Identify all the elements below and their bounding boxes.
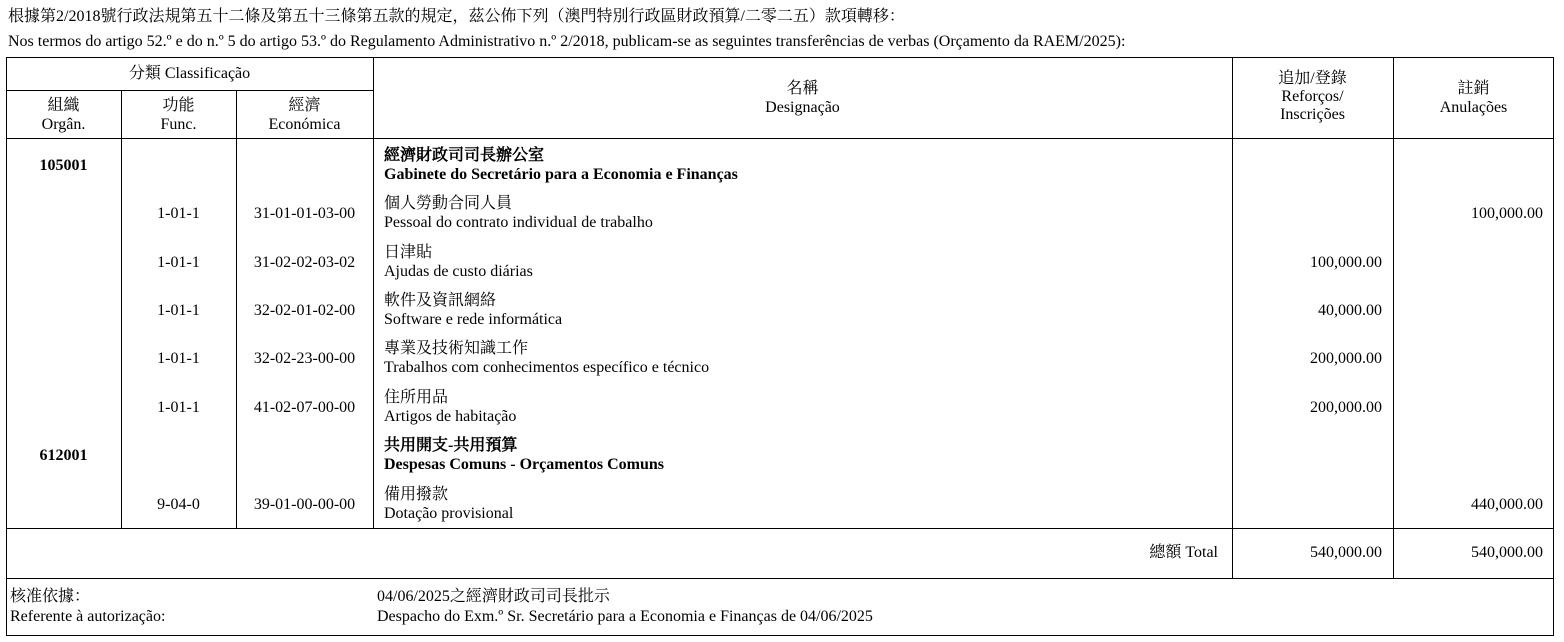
row-name-zh: 共用開支-共用預算 bbox=[384, 437, 518, 454]
header-reinforcements-zh: 追加/登錄 bbox=[1278, 70, 1347, 87]
row-reinforcement: 200,000.00 bbox=[1310, 350, 1382, 367]
header-func bbox=[121, 96, 236, 134]
row-econ-code: 32-02-01-02-00 bbox=[253, 302, 356, 319]
header-reinforcements-pt1: Reforços/ bbox=[1281, 88, 1344, 105]
total-label: 總額 Total bbox=[1149, 544, 1218, 561]
authorization-value-zh: 04/06/2025之經濟財政司司長批示 bbox=[377, 588, 610, 605]
header-organ-pt: Orgân. bbox=[41, 116, 86, 133]
row-name-pt: Artigos de habitação bbox=[384, 408, 517, 425]
row-func-code: 1-01-1 bbox=[157, 205, 200, 222]
row-name-pt: Ajudas de custo diárias bbox=[384, 263, 533, 280]
row-reinforcement: 40,000.00 bbox=[1318, 302, 1382, 319]
row-name-zh: 個人勞動合同人員 bbox=[384, 195, 513, 212]
row-name-pt: Trabalhos com conhecimentos específico e técnico bbox=[384, 359, 710, 376]
header-econ-zh: 經濟 bbox=[288, 97, 321, 114]
header-reinforcements-pt2: Inscrições bbox=[1280, 106, 1345, 123]
row-name-zh: 軟件及資訊網絡 bbox=[384, 292, 497, 309]
row-organ-code: 105001 bbox=[39, 157, 88, 174]
header-designation-pt: Designação bbox=[765, 99, 840, 116]
col-divider-econ bbox=[373, 57, 374, 529]
row-econ-code: 32-02-23-00-00 bbox=[253, 350, 356, 367]
header-designation bbox=[373, 79, 1232, 117]
row-cancellation: 100,000.00 bbox=[1471, 205, 1543, 222]
body-bottom-divider bbox=[6, 528, 1554, 529]
header-sub-divider bbox=[6, 90, 373, 91]
intro-chinese: 根據第2/2018號行政法規第五十二條及第五十三條第五款的規定，茲公佈下列（澳門特別行政區財政預算/二零二五）款項轉移： bbox=[8, 8, 905, 25]
intro-portuguese: Nos termos do artigo 52.º e do n.º 5 do artigo 53.º do Regulamento Administrativo n.º 2/2018, publicam-se as seguintes transferências de verbas (Orçamento da RAEM/2025): bbox=[8, 33, 1126, 50]
row-econ-code: 31-01-01-03-00 bbox=[253, 205, 356, 222]
header-econ bbox=[236, 96, 373, 134]
header-func-zh: 功能 bbox=[162, 97, 195, 114]
header-func-pt: Func. bbox=[160, 116, 197, 133]
row-func-code: 1-01-1 bbox=[157, 302, 200, 319]
row-name-pt: Software e rede informática bbox=[384, 311, 563, 328]
row-reinforcement: 100,000.00 bbox=[1310, 254, 1382, 271]
row-name-zh: 住所用品 bbox=[384, 389, 449, 406]
row-name-pt: Pessoal do contrato individual de trabalho bbox=[384, 214, 653, 231]
header-cancellations-pt: Anulações bbox=[1439, 99, 1508, 116]
total-cancellation: 540,000.00 bbox=[1471, 544, 1543, 561]
row-func-code: 1-01-1 bbox=[157, 399, 200, 416]
row-name-zh: 備用撥款 bbox=[384, 486, 449, 503]
row-func-code: 1-01-1 bbox=[157, 350, 200, 367]
row-name-pt: Despesas Comuns - Orçamentos Comuns bbox=[384, 456, 665, 473]
header-cancellations bbox=[1393, 79, 1554, 117]
header-reinforcements bbox=[1232, 70, 1393, 124]
row-name-zh: 日津貼 bbox=[384, 244, 433, 261]
row-econ-code: 39-01-00-00-00 bbox=[253, 496, 356, 513]
row-name-zh: 專業及技術知識工作 bbox=[384, 340, 529, 357]
row-organ-code: 612001 bbox=[39, 447, 88, 464]
row-name-zh: 經濟財政司司長辦公室 bbox=[384, 147, 545, 164]
header-designation-zh: 名稱 bbox=[786, 80, 819, 97]
row-func-code: 9-04-0 bbox=[157, 496, 200, 513]
authorization-value-pt: Despacho do Exm.º Sr. Secretário para a Economia e Finanças de 04/06/2025 bbox=[377, 608, 873, 625]
authorization-label-zh: 核准依據： bbox=[10, 588, 91, 605]
row-reinforcement: 200,000.00 bbox=[1310, 399, 1382, 416]
header-organ bbox=[6, 96, 121, 134]
row-econ-code: 41-02-07-00-00 bbox=[253, 399, 356, 416]
header-classification: 分類 Classificação bbox=[128, 65, 251, 82]
header-organ-zh: 組織 bbox=[47, 97, 80, 114]
header-bottom-divider bbox=[6, 138, 1554, 139]
row-cancellation: 440,000.00 bbox=[1471, 496, 1543, 513]
header-econ-pt: Económica bbox=[268, 116, 341, 133]
row-name-pt: Dotação provisional bbox=[384, 505, 514, 522]
row-name-pt: Gabinete do Secretário para a Economia e Finanças bbox=[384, 166, 738, 183]
row-func-code: 1-01-1 bbox=[157, 254, 200, 271]
row-econ-code: 31-02-02-03-02 bbox=[253, 254, 356, 271]
authorization-label-pt: Referente à autorização: bbox=[10, 608, 166, 625]
total-reinforcement: 540,000.00 bbox=[1310, 544, 1382, 561]
header-cancellations-zh: 註銷 bbox=[1457, 80, 1490, 97]
